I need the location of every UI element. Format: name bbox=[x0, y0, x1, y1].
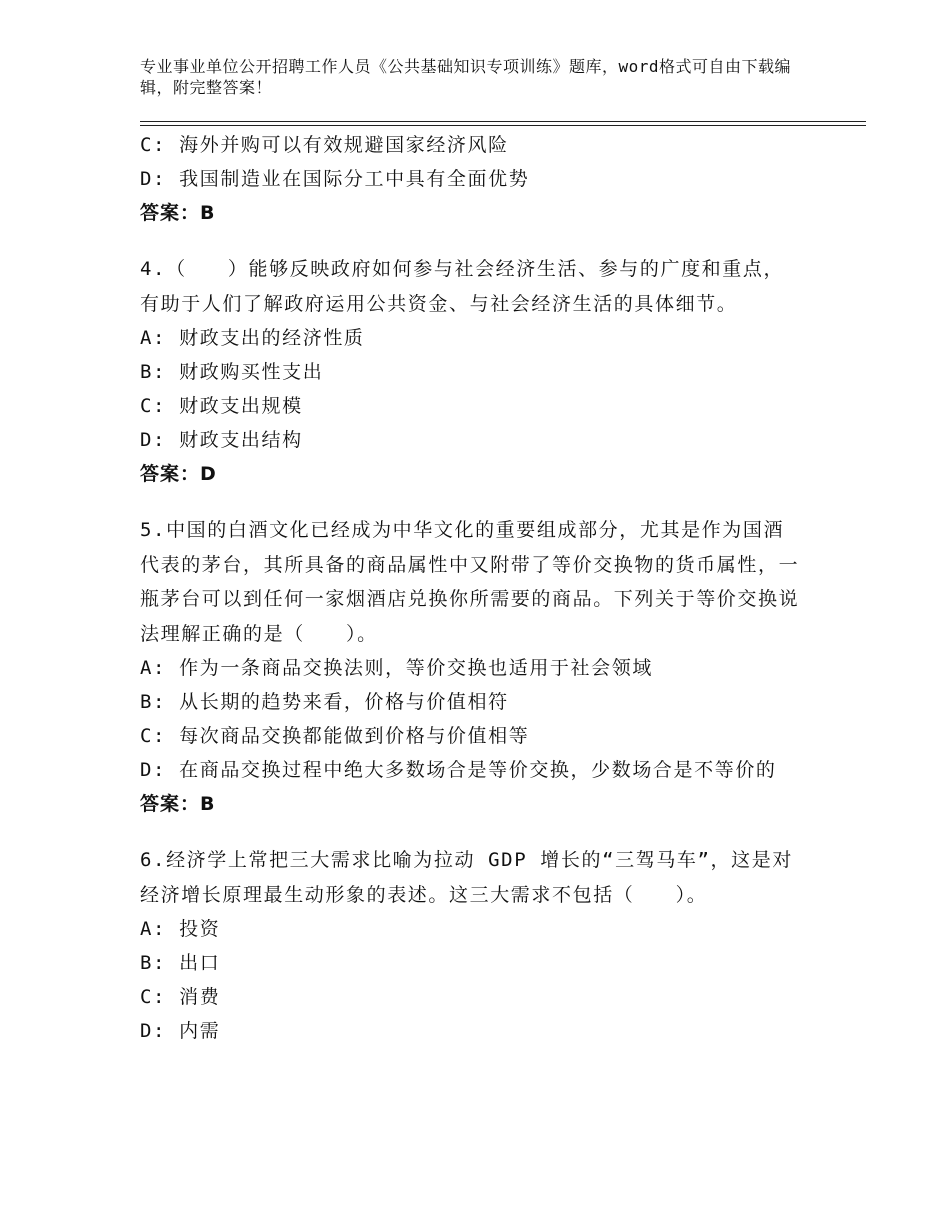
header-rule-bottom bbox=[140, 125, 866, 126]
question-stem: 5.中国的白酒文化已经成为中华文化的重要组成部分，尤其是作为国酒代表的茅台，其所具备的商品属性中又附带了等价交换物的货币属性，一瓶茅台可以到任何一家烟酒店兑换你所需要的商品。下列关于等价交换说法理解正确的是（ ）。 bbox=[140, 519, 800, 645]
option-b: B: 从长期的趋势来看，价格与价值相符 bbox=[140, 691, 509, 713]
option-c: C: 海外并购可以有效规避国家经济风险 bbox=[140, 134, 509, 156]
answer: 答案：D bbox=[140, 463, 217, 485]
option-d: D: 我国制造业在国际分工中具有全面优势 bbox=[140, 168, 530, 190]
answer: 答案：B bbox=[140, 793, 216, 815]
header-title: 专业事业单位公开招聘工作人员《公共基础知识专项训练》题库，word格式可自由下载编辑，附完整答案！ bbox=[140, 57, 792, 97]
page-header bbox=[140, 56, 810, 98]
option-d: D: 在商品交换过程中绝大多数场合是等价交换，少数场合是不等价的 bbox=[140, 759, 777, 781]
carryover-question bbox=[140, 128, 820, 230]
header-rule-top bbox=[140, 121, 866, 122]
question-stem: 6.经济学上常把三大需求比喻为拉动 GDP 增长的“三驾马车”，这是对经济增长原理最生动形象的表述。这三大需求不包括（ ）。 bbox=[140, 849, 793, 906]
question-4 bbox=[140, 252, 820, 491]
option-c: C: 每次商品交换都能做到价格与价值相等 bbox=[140, 725, 530, 747]
question-content bbox=[140, 128, 820, 1048]
option-a: A: 财政支出的经济性质 bbox=[140, 327, 365, 349]
option-d: D: 财政支出结构 bbox=[140, 429, 303, 451]
option-a: A: 投资 bbox=[140, 918, 221, 940]
question-5 bbox=[140, 513, 820, 821]
option-a: A: 作为一条商品交换法则，等价交换也适用于社会领域 bbox=[140, 657, 653, 679]
question-stem: 4.（ ）能够反映政府如何参与社会经济生活、参与的广度和重点，有助于人们了解政府运用公共资金、与社会经济生活的具体细节。 bbox=[140, 258, 785, 315]
option-c: C: 财政支出规模 bbox=[140, 395, 303, 417]
option-d: D: 内需 bbox=[140, 1020, 221, 1042]
answer: 答案：B bbox=[140, 202, 216, 224]
option-b: B: 财政购买性支出 bbox=[140, 361, 324, 383]
option-b: B: 出口 bbox=[140, 952, 221, 974]
option-c: C: 消费 bbox=[140, 986, 221, 1008]
question-6 bbox=[140, 843, 820, 1048]
